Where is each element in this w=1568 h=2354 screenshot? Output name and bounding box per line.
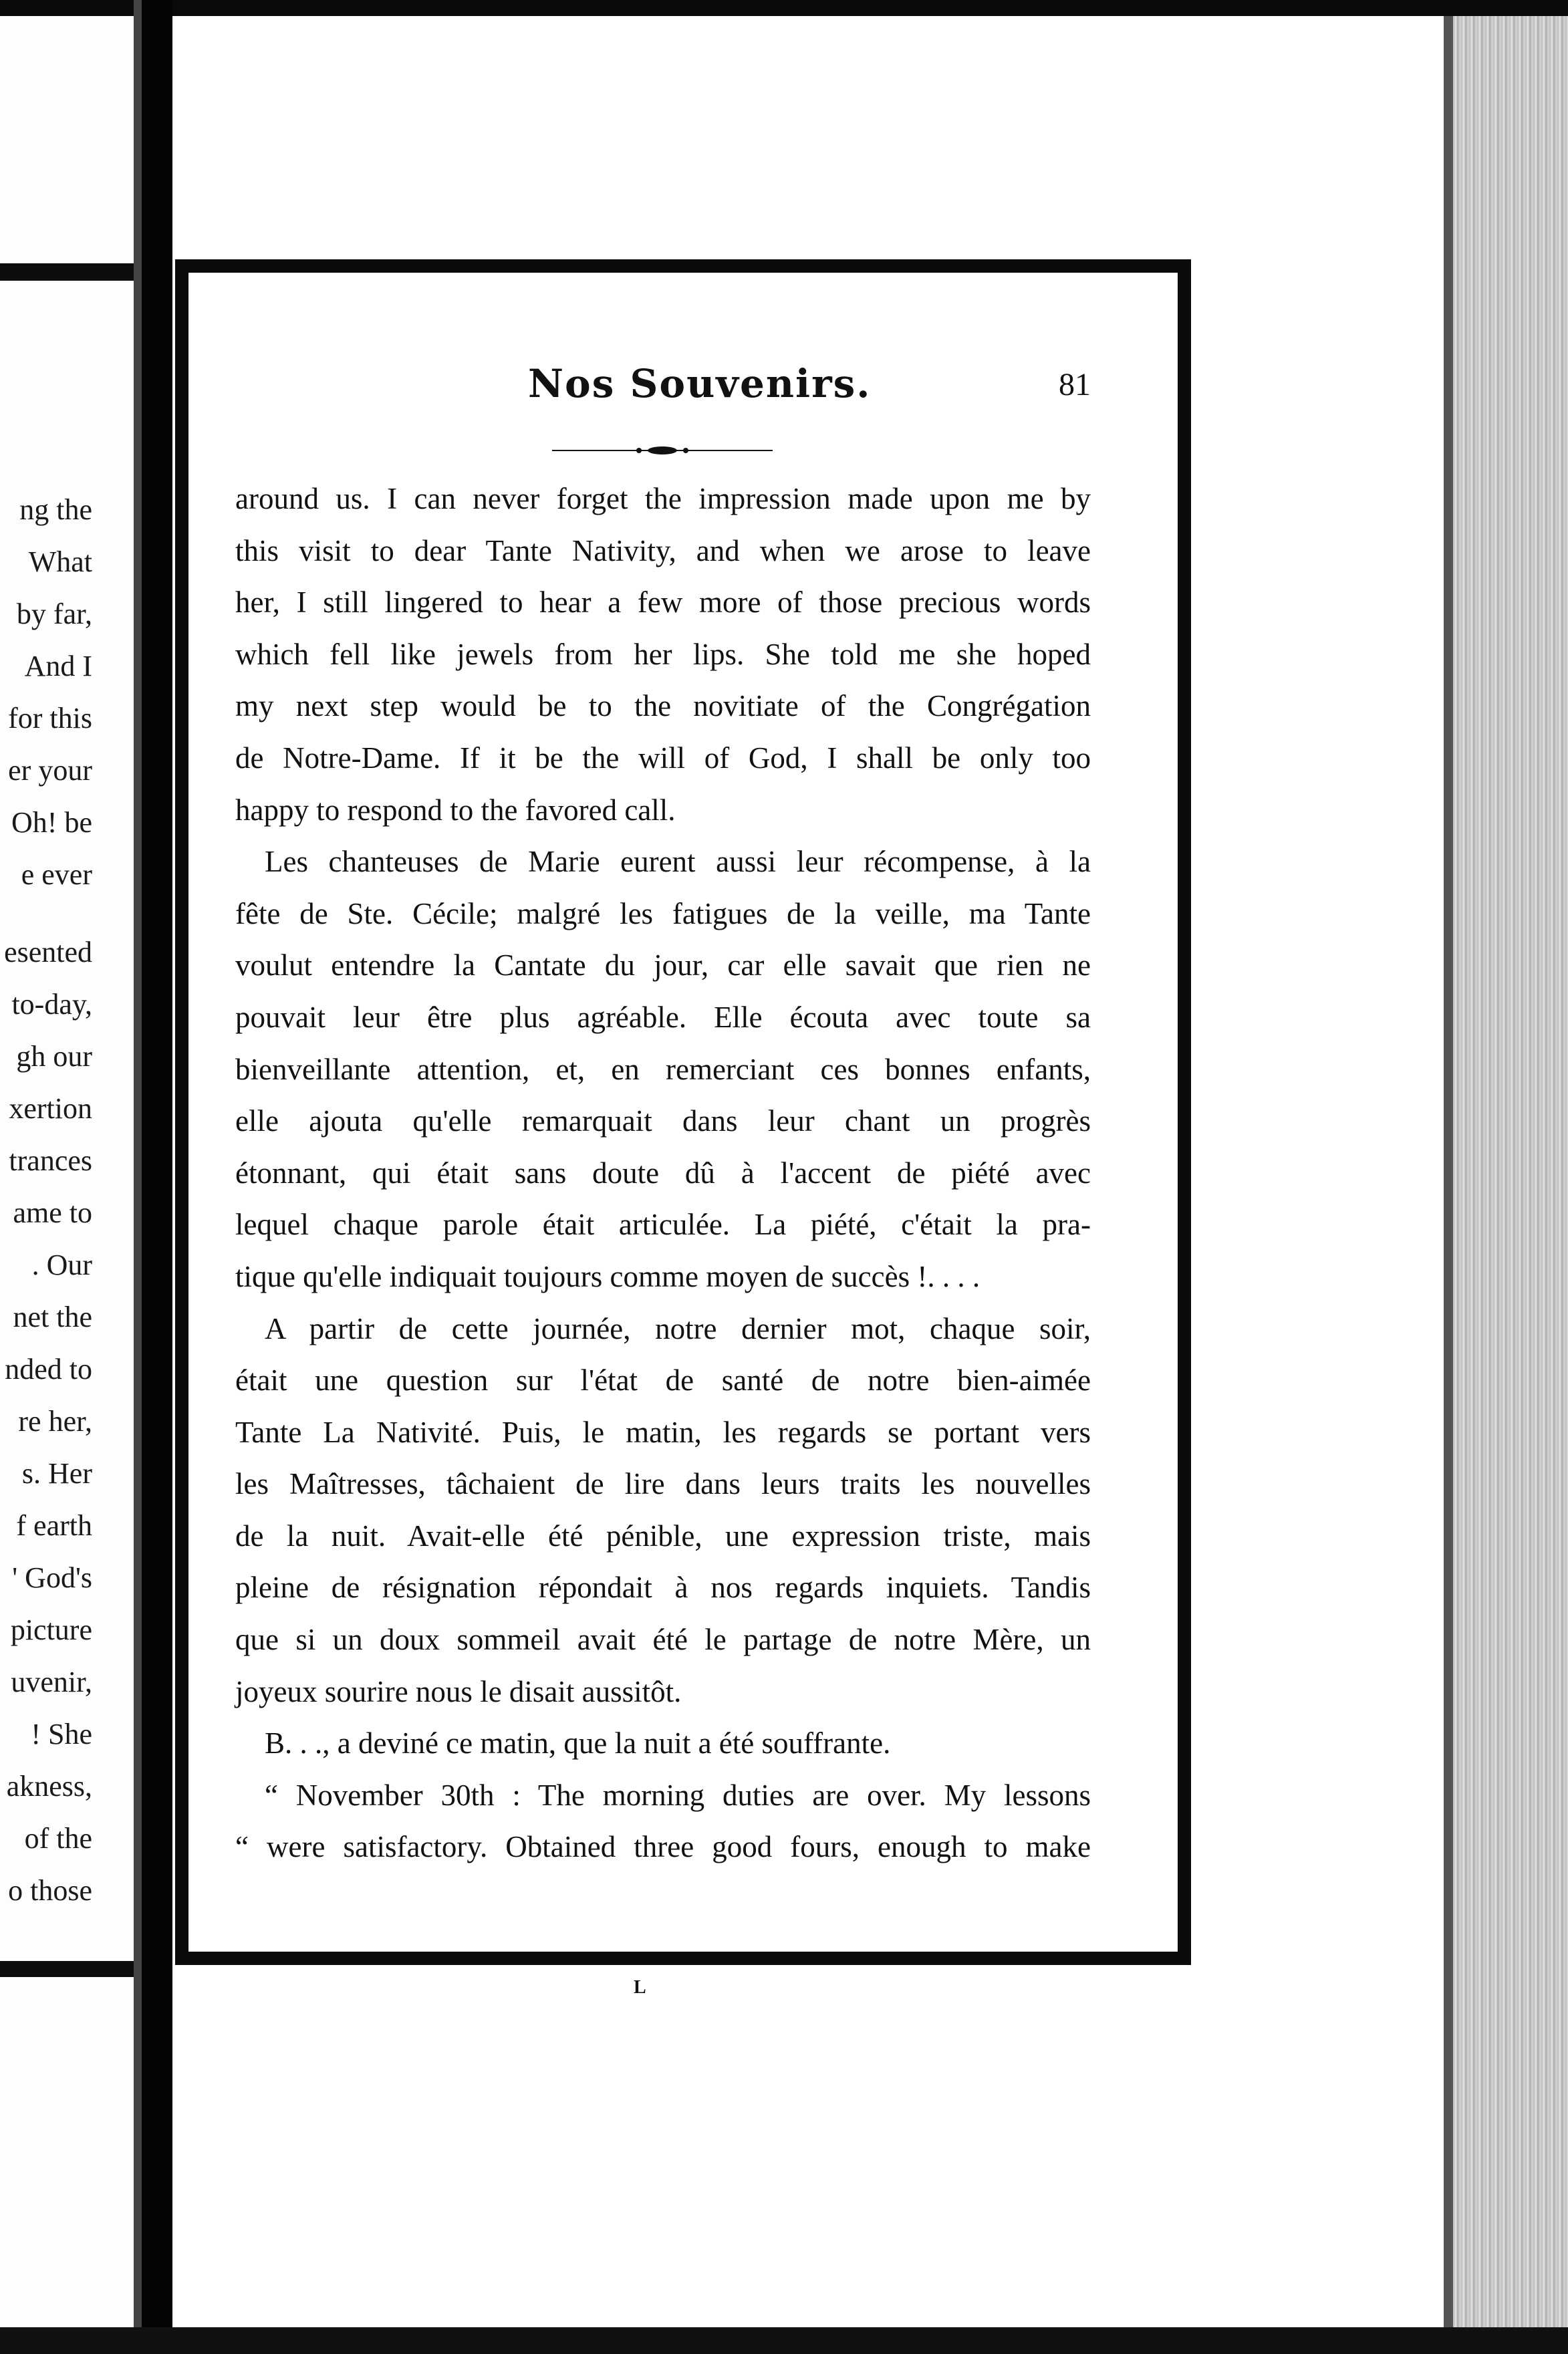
text-line: tique qu'elle indiquait toujours comme moyen de succès !. . . . bbox=[235, 1259, 981, 1293]
page-number: 81 bbox=[1059, 367, 1091, 402]
text-line: pouvait leur être plus agréable. Elle écouta avec toute sa bbox=[235, 1000, 1091, 1034]
text-line: around us. I can never forget the impression made upon me by bbox=[235, 482, 1091, 515]
left-line: picture bbox=[10, 1613, 92, 1646]
left-line: of the bbox=[24, 1822, 92, 1855]
text-line: que si un doux sommeil avait été le partage de notre Mère, un bbox=[235, 1623, 1091, 1657]
scan-top-edge bbox=[0, 0, 1568, 16]
text-line: de Notre-Dame. If it be the will of God, I shall be only too bbox=[235, 741, 1091, 775]
book-gutter bbox=[142, 0, 172, 2354]
left-line: Oh! be bbox=[11, 806, 92, 839]
left-line: f earth bbox=[16, 1509, 92, 1542]
text-line: étonnant, qui était sans doute dû à l'accent de piété avec bbox=[235, 1156, 1091, 1190]
text-line: B. . ., a deviné ce matin, que la nuit a été souffrante. bbox=[265, 1726, 891, 1760]
page-stack-shadow bbox=[1444, 16, 1453, 2329]
text-line: les Maîtresses, tâchaient de lire dans leurs traits les nouvelles bbox=[235, 1467, 1091, 1501]
left-line: er your bbox=[8, 754, 92, 787]
left-line: And I bbox=[24, 650, 92, 682]
left-line: gh our bbox=[16, 1040, 92, 1073]
text-line: happy to respond to the favored call. bbox=[235, 793, 676, 827]
left-line: trances bbox=[9, 1144, 92, 1177]
left-line: ! She bbox=[31, 1718, 92, 1750]
left-page-text bbox=[0, 484, 92, 1917]
text-line: bienveillante attention, et, en remerciant ces bonnes enfants, bbox=[235, 1052, 1091, 1086]
text-line: elle ajouta qu'elle remarquait dans leur chant un progrès bbox=[235, 1104, 1091, 1138]
left-line: What bbox=[28, 545, 92, 578]
text-line: joyeux sourire nous le disait aussitôt. bbox=[235, 1674, 682, 1708]
gutter-shadow bbox=[134, 0, 142, 2354]
printer-signature-mark: L bbox=[634, 1977, 646, 1998]
left-line: uvenir, bbox=[11, 1666, 92, 1698]
running-head-title: Nos Souvenirs. bbox=[528, 361, 872, 406]
text-line: Tante La Nativité. Puis, le matin, les regards se portant vers bbox=[235, 1415, 1091, 1449]
text-line: fête de Ste. Cécile; malgré les fatigues de la veille, ma Tante bbox=[235, 896, 1091, 930]
text-line: de la nuit. Avait-elle été pénible, une expression triste, mais bbox=[235, 1519, 1091, 1553]
text-line: which fell like jewels from her lips. She told me she hoped bbox=[235, 637, 1091, 671]
left-line: esented bbox=[4, 936, 92, 968]
text-line: her, I still lingered to hear a few more of those precious words bbox=[235, 585, 1091, 620]
text-line: this visit to dear Tante Nativity, and when we arose to leave bbox=[235, 533, 1091, 567]
left-line: for this bbox=[8, 702, 92, 735]
left-line: o those bbox=[8, 1874, 92, 1907]
text-line: était une question sur l'état de santé de notre bien-aimée bbox=[235, 1363, 1091, 1398]
left-line: s. Her bbox=[21, 1457, 92, 1490]
left-line-gap bbox=[0, 901, 92, 926]
left-line: akness, bbox=[6, 1770, 92, 1803]
left-line: ng the bbox=[19, 493, 92, 526]
scan-bottom-edge bbox=[0, 2327, 1568, 2354]
left-line: net the bbox=[13, 1301, 92, 1333]
left-line: ame to bbox=[13, 1196, 92, 1229]
left-page-border-bottom bbox=[0, 1961, 134, 1977]
left-line: ' God's bbox=[12, 1561, 92, 1594]
left-line: re her, bbox=[18, 1405, 92, 1438]
text-line: pleine de résignation répondait à nos regards inquiets. Tandis bbox=[235, 1571, 1091, 1605]
left-line: nded to bbox=[5, 1353, 92, 1386]
facing-page-left bbox=[0, 16, 134, 2329]
left-line: by far, bbox=[16, 598, 92, 630]
text-line: A partir de cette journée, notre dernier mot, chaque soir, bbox=[265, 1311, 1091, 1345]
page-stack-edge bbox=[1444, 16, 1568, 2329]
text-line: Les chanteuses de Marie eurent aussi leur récompense, à la bbox=[265, 845, 1091, 879]
left-line: xertion bbox=[9, 1092, 92, 1125]
text-line: my next step would be to the novitiate of the Congrégation bbox=[235, 689, 1091, 723]
left-line: . Our bbox=[31, 1249, 92, 1281]
page-body-text bbox=[235, 473, 1091, 1873]
text-line: “ November 30th : The morning duties are over. My lessons bbox=[265, 1778, 1091, 1812]
ornament-rule-icon bbox=[552, 437, 773, 464]
left-page-border-top bbox=[0, 263, 134, 281]
text-line: “ were satisfactory. Obtained three good fours, enough to make bbox=[235, 1830, 1091, 1864]
left-line: to-day, bbox=[11, 988, 92, 1021]
text-line: lequel chaque parole était articulée. La piété, c'était la pra- bbox=[235, 1208, 1091, 1242]
text-line: voulut entendre la Cantate du jour, car elle savait que rien ne bbox=[235, 948, 1091, 983]
left-line: e ever bbox=[21, 858, 92, 891]
